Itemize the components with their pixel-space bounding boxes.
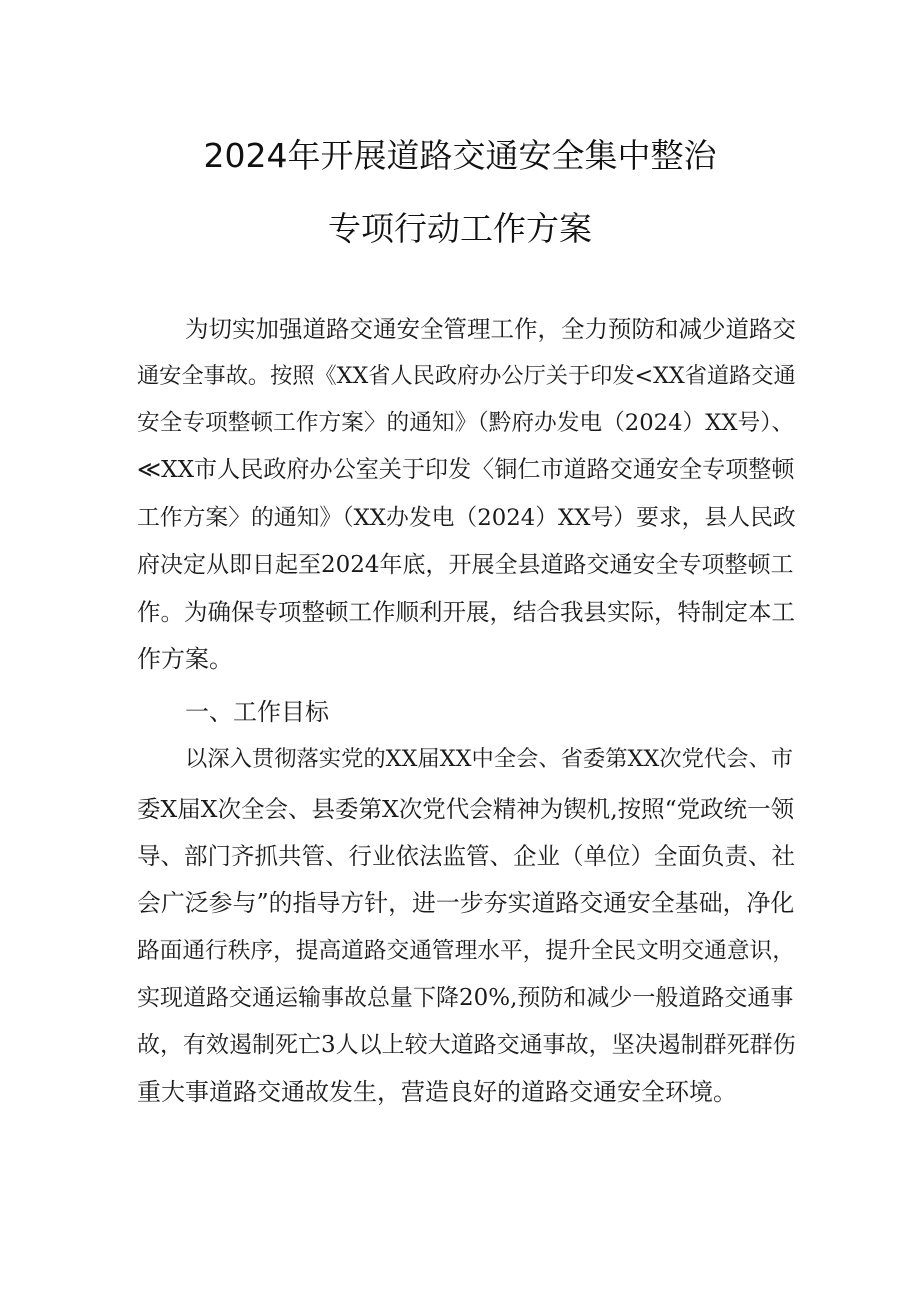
document-title-line-1: 2024年开展道路交通安全集中整治: [203, 136, 717, 175]
paragraph-line: 作。为确保专项整顿工作顺利开展，结合我县实际，特制定本工: [137, 598, 795, 626]
paragraph-line: 会广泛参与”的指导方针，进一步夯实道路交通安全基础，净化: [137, 889, 795, 917]
paragraph-line: 安全专项整顿工作方案〉的通知》（黔府办发电（2024）XX号）、: [137, 410, 795, 436]
document-title-line-2: 专项行动工作方案: [328, 209, 592, 248]
paragraph-line: 府决定从即日起至2024年底，开展全县道路交通安全专项整顿工: [137, 552, 794, 578]
paragraph-line: 重大事道路交通故发生，营造良好的道路交通安全环境。: [137, 1078, 737, 1106]
paragraph-line: 以深入贯彻落实党的XX届XX中全会、省委第XX次党代会、市: [185, 746, 794, 772]
paragraph-line: 故，有效遏制死亡3人以上较大道路交通事故，坚决遏制群死群伤: [137, 1032, 796, 1058]
paragraph-line: 通安全事故。按照《XX省人民政府办公厅关于印发<XX省道路交通: [137, 363, 796, 389]
paragraph-line: 作方案。: [137, 645, 233, 673]
paragraph-line: ≪XX市人民政府办公室关于印发〈铜仁市道路交通安全专项整顿: [137, 457, 795, 483]
paragraph-line: 委X届X次全会、县委第X次党代会精神为锲机,按照“党政统一领: [137, 795, 795, 823]
paragraph-line: 实现道路交通运输事故总量下降20%,预防和减少一般道路交通事: [137, 985, 794, 1011]
paragraph-line: 为切实加强道路交通安全管理工作，全力预防和减少道路交: [185, 315, 796, 343]
section-heading-work-goals: 一、工作目标: [185, 698, 329, 726]
paragraph-line: 工作方案〉的通知》（XX办发电（2024）XX号）要求，县人民政: [137, 505, 796, 531]
paragraph-line: 路面通行秩序，提高道路交通管理水平，提升全民文明交通意识，: [137, 938, 795, 964]
paragraph-line: 导、部门齐抓共管、行业依法监管、企业（单位）全面负责、社: [137, 842, 795, 870]
